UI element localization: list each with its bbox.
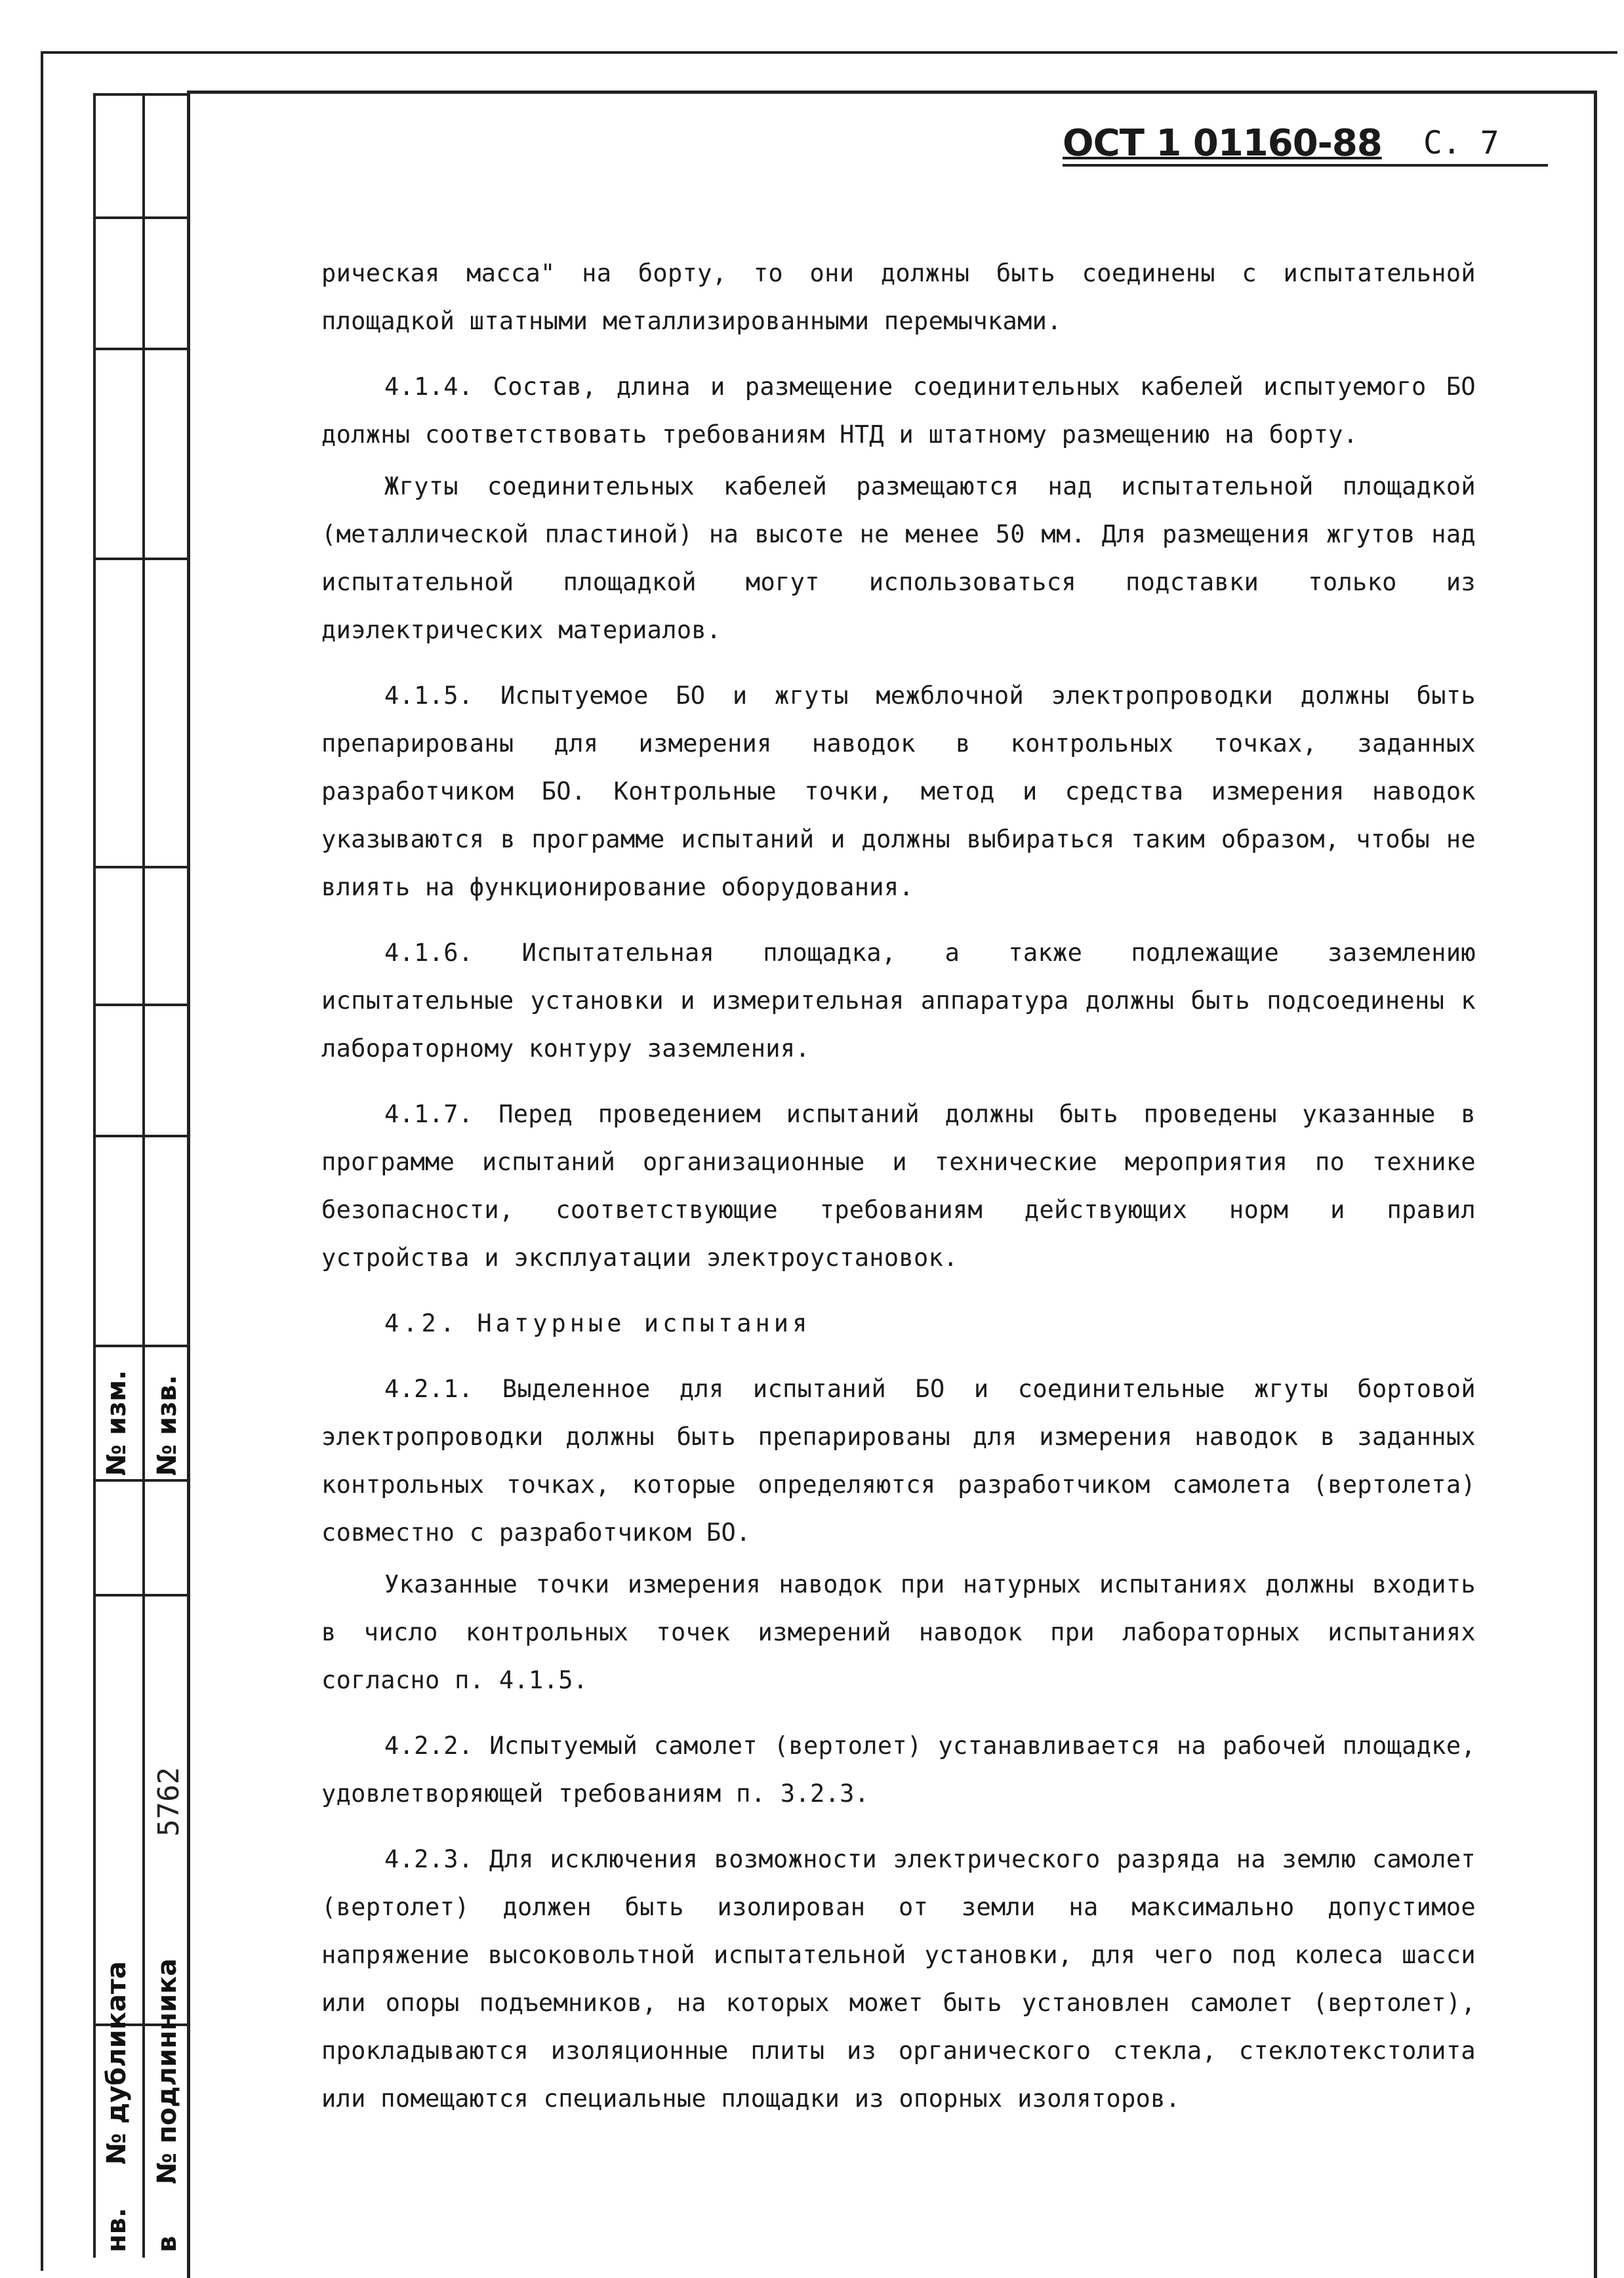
sidebar-column-line — [93, 93, 96, 2258]
paragraph-harness-placement: Жгуты соединительных кабелей размещаются над испытательной площадкой (металлической пластиной) на высоте не менее 50 мм. Для размещения жгутов над испытательной площадкой могут использоваться подставки только из диэлектрических материалов. — [321, 472, 1476, 644]
sidebar-divider — [93, 1345, 188, 1347]
sidebar-number: 5762 — [152, 1767, 186, 1837]
paragraph-4-1-4: 4.1.4. Состав, длина и размещение соединительных кабелей испытуемого БО должны соответствовать требованиям НТД и штатному размещению на борту. — [321, 373, 1476, 449]
page-number: С. 7 — [1423, 125, 1499, 161]
sidebar-divider — [93, 1135, 188, 1137]
sidebar-label-inv-bottom: в — [152, 2235, 182, 2252]
sidebar-label-inv-top: нв. — [102, 2207, 132, 2252]
sidebar-label-izm: № изм. — [102, 1370, 132, 1476]
sidebar-divider — [93, 1479, 188, 1482]
sidebar-label-podlinnik: № подлинника — [152, 1958, 182, 2184]
document-code: ОСТ 1 01160-88 — [1063, 122, 1382, 165]
sidebar-divider — [93, 216, 188, 219]
document-body — [321, 249, 1476, 2140]
sidebar-label-dublikat: № дубликата — [102, 1961, 132, 2165]
paragraph-measurement-points: Указанные точки измерения наводок при натурных испытаниях должны входить в число контрольных точек измерений наводок при лабораторных испытаниях согласно п. 4.1.5. — [321, 1570, 1476, 1694]
page-header — [1063, 118, 1548, 167]
sidebar-divider — [93, 1594, 188, 1597]
paragraph-4-1-5: 4.1.5. Испытуемое БО и жгуты межблочной электропроводки должны быть препарированы для измерения наводок в контрольных точках, заданных разработчиком БО. Контрольные точки, метод и средства измерения наводок указываются в программе испытаний и должны выбираться таким образом, чтобы не влиять на функционирование оборудования. — [321, 681, 1476, 901]
sidebar-divider — [93, 866, 188, 868]
sidebar-column-line — [142, 93, 145, 2258]
sidebar-top-line — [93, 93, 188, 96]
paragraph-4-2-1: 4.2.1. Выделенное для испытаний БО и соединительные жгуты бортовой электропроводки должны быть препарированы для измерения наводок в заданных контрольных точках, которые определяются разработчиком самолета (вертолета) совместно с разработчиком БО. — [321, 1375, 1476, 1547]
section-heading-4-2: 4.2. Натурные испытания — [384, 1309, 811, 1337]
sidebar-divider — [93, 1004, 188, 1006]
sidebar-divider — [93, 558, 188, 560]
paragraph-4-1-7: 4.1.7. Перед проведением испытаний должны быть проведены указанные в программе испытаний организационные и технические мероприятия по технике безопасности, соответствующие требованиям действующих норм и правил устройства и эксплуатации электроустановок. — [321, 1100, 1476, 1272]
paragraph-continuation: рическая масса" на борту, то они должны быть соединены с испытательной площадкой штатными металлизированными перемычками. — [321, 259, 1476, 335]
paragraph-4-2-3: 4.2.3. Для исключения возможности электрического разряда на землю самолет (вертолет) должен быть изолирован от земли на максимально допустимое напряжение высоковольтной испытательной установки, для чего под колеса шасси или опоры подъемников, на которых может быть установлен самолет (вертолет), прокладываются изоляционные плиты из органического стекла, стеклотекстолита или помещаются специальные площадки из опорных изоляторов. — [321, 1845, 1476, 2113]
sidebar-label-izv: № изв. — [152, 1375, 182, 1476]
sidebar-divider — [93, 348, 188, 350]
paragraph-4-1-6: 4.1.6. Испытательная площадка, а также подлежащие заземлению испытательные установки и измерительная аппаратура должны быть подсоединены к лабораторному контуру заземления. — [321, 939, 1476, 1063]
paragraph-4-2-2: 4.2.2. Испытуемый самолет (вертолет) устанавливается на рабочей площадке, удовлетворяющей требованиям п. 3.2.3. — [321, 1732, 1476, 1808]
